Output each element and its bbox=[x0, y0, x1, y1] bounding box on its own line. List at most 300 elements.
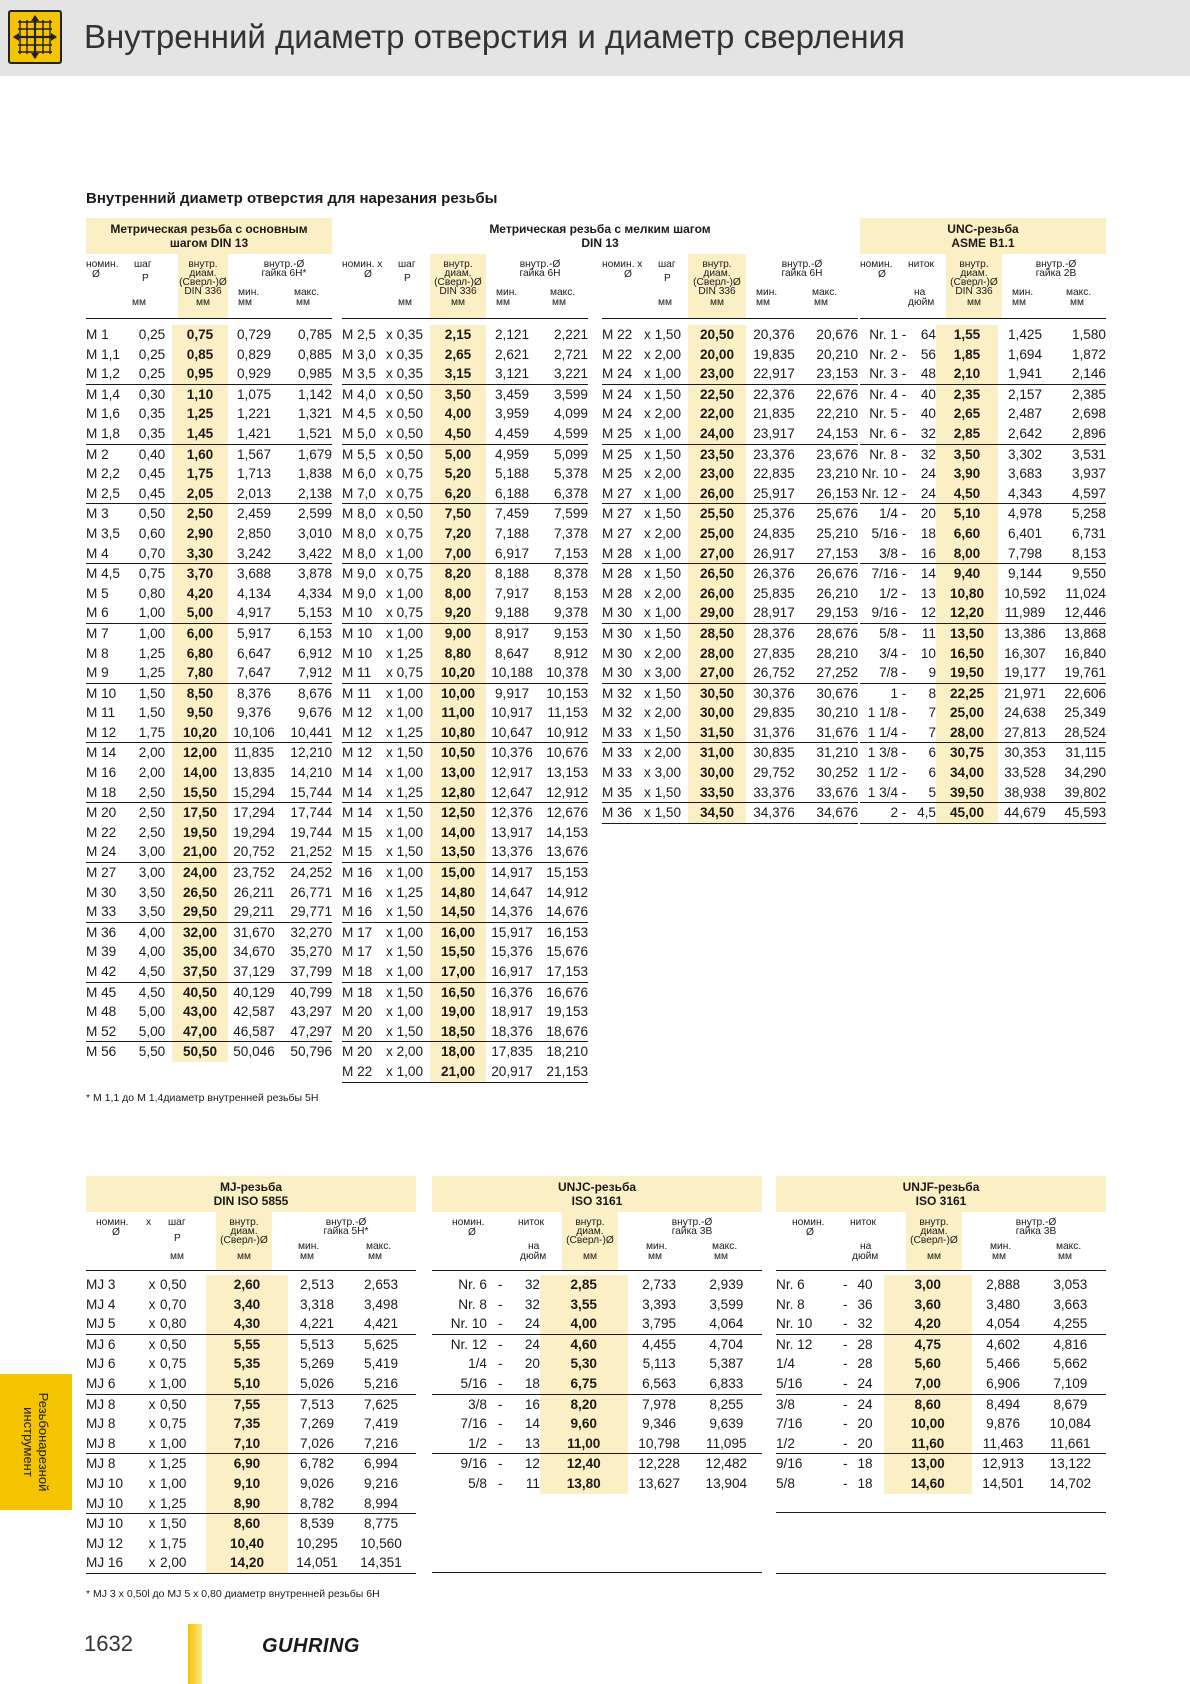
table-cell: M 22 bbox=[602, 327, 633, 342]
table-cell: M 48 bbox=[86, 1004, 117, 1020]
table-cell: 1,60 bbox=[172, 444, 228, 464]
table-cell: 32 bbox=[910, 444, 936, 464]
table-row bbox=[602, 683, 858, 703]
table-cell: 22,835 bbox=[753, 466, 795, 482]
fine-thread-table-b bbox=[602, 254, 858, 824]
hdr-drill: (Сверл-)Ø bbox=[220, 1235, 268, 1246]
table-cell: 1/2 bbox=[776, 1435, 795, 1451]
table-cell: 11,463 bbox=[982, 1435, 1024, 1451]
table-cell: 12,80 bbox=[430, 783, 486, 803]
table-row bbox=[342, 484, 588, 504]
table-cell: M 1,6 bbox=[86, 406, 120, 422]
table-cell: x 0,35 bbox=[386, 366, 424, 382]
table-cell: M 12 bbox=[342, 705, 373, 721]
table-cell: 0,95 bbox=[172, 364, 228, 384]
unjf-rows bbox=[776, 1275, 1106, 1494]
table-cell: x bbox=[144, 1514, 160, 1534]
table-row bbox=[342, 345, 588, 365]
table-cell: 7,917 bbox=[494, 585, 530, 601]
table-cell: 6,833 bbox=[709, 1375, 744, 1391]
table-cell: MJ 5 bbox=[86, 1316, 116, 1332]
table-cell: 7,35 bbox=[206, 1414, 288, 1434]
hdr-tpi-sub1: на bbox=[860, 1241, 872, 1252]
table-cell: x 1,50 bbox=[644, 384, 688, 404]
table-cell: 3,937 bbox=[1071, 466, 1106, 482]
table-cell: x 1,00 bbox=[644, 366, 682, 382]
table-cell: 14,376 bbox=[491, 904, 533, 920]
table-cell: 12,20 bbox=[936, 603, 998, 623]
table-row bbox=[342, 663, 588, 683]
table-cell: 19,744 bbox=[290, 824, 332, 840]
table-cell: 4,50 bbox=[430, 424, 486, 444]
hdr-tpi: ниток bbox=[850, 1217, 876, 1228]
table-row bbox=[860, 544, 1106, 564]
table-cell: M 24 bbox=[602, 366, 633, 382]
table-cell: 23,00 bbox=[688, 364, 746, 384]
table-cell: M 28 bbox=[602, 564, 644, 584]
table-cell: x 1,00 bbox=[386, 824, 424, 840]
table-cell: 0,75 bbox=[160, 1416, 187, 1432]
table-cell: - bbox=[497, 1296, 503, 1312]
table-cell: 0,40 bbox=[132, 444, 172, 464]
table-row bbox=[860, 603, 1106, 623]
table-cell: 10,00 bbox=[884, 1414, 972, 1434]
table-cell: 27,153 bbox=[816, 545, 858, 561]
table-cell: 0,785 bbox=[297, 327, 332, 342]
table-cell: 1 bbox=[860, 683, 898, 703]
table-cell: 16,840 bbox=[1064, 645, 1106, 661]
hdr-vd1: внутр. bbox=[443, 259, 473, 270]
footnote-2: * MJ 3 x 0,50l до MJ 5 x 0,80 диаметр внутренней резьбы 6H bbox=[86, 1588, 380, 1600]
table-cell: 30,835 bbox=[746, 743, 802, 763]
table-row bbox=[342, 1022, 588, 1042]
table-cell: 8,80 bbox=[430, 644, 486, 664]
table-cell: 14,00 bbox=[430, 823, 486, 843]
table-row bbox=[86, 1295, 416, 1315]
table-cell: M 11 bbox=[342, 683, 386, 703]
table-cell: M 39 bbox=[86, 944, 117, 960]
table-cell: - bbox=[901, 645, 907, 661]
table-cell: 2,157 bbox=[998, 384, 1052, 404]
table-cell: M 16 bbox=[342, 863, 386, 883]
table-cell: x bbox=[148, 1356, 156, 1372]
table-cell: 1,872 bbox=[1071, 346, 1106, 362]
table-cell: 37,50 bbox=[172, 962, 228, 982]
table-cell: 1,50 bbox=[160, 1514, 206, 1534]
thread-cross-logo-icon bbox=[8, 10, 62, 64]
table-cell: 27,00 bbox=[688, 663, 746, 683]
table-cell: 29,211 bbox=[233, 904, 275, 920]
table-cell: 2,65 bbox=[936, 404, 998, 424]
table-cell: 4,134 bbox=[236, 585, 272, 601]
table-row bbox=[860, 663, 1106, 683]
table-cell: 5,917 bbox=[228, 623, 280, 643]
table-cell: - bbox=[487, 1454, 513, 1474]
table-row bbox=[860, 703, 1106, 723]
table-cell: 5/8 bbox=[860, 623, 898, 643]
table-cell: 17,744 bbox=[280, 803, 332, 823]
table-cell: 8,90 bbox=[206, 1494, 288, 1514]
table-cell: 8,60 bbox=[884, 1394, 972, 1414]
table-cell: 14,153 bbox=[546, 824, 588, 840]
table-cell: 10,084 bbox=[1049, 1416, 1092, 1432]
hdr-tpi-sub1: на bbox=[528, 1241, 540, 1252]
table-cell: Nr. 1 bbox=[869, 327, 898, 342]
table-cell: 17,153 bbox=[546, 964, 588, 979]
table-cell: MJ 8 bbox=[86, 1394, 144, 1414]
table-row bbox=[342, 942, 588, 962]
table-row bbox=[86, 364, 332, 384]
page-number: 1632 bbox=[84, 1631, 133, 1656]
hdr-min: мин. bbox=[496, 287, 518, 298]
hdr-tpi-sub2: дюйм bbox=[852, 1251, 879, 1262]
table-cell: 5,662 bbox=[1053, 1356, 1088, 1372]
table-cell: 33,50 bbox=[688, 783, 746, 803]
table-cell: 12,446 bbox=[1064, 605, 1106, 621]
table-cell: M 2,5 bbox=[342, 327, 376, 342]
table-cell: x 1,50 bbox=[644, 623, 688, 643]
table-cell: M 24 bbox=[602, 384, 644, 404]
table-cell: 8,20 bbox=[540, 1394, 628, 1414]
hdr-drill: (Сверл-)Ø bbox=[693, 277, 741, 288]
table-cell: 5,216 bbox=[363, 1375, 399, 1391]
table-cell: 26,917 bbox=[753, 545, 795, 561]
table-cell: Nr. 8 bbox=[776, 1296, 805, 1312]
table-cell: 18 bbox=[857, 1454, 883, 1474]
table-cell: 19,50 bbox=[936, 663, 998, 683]
table-cell: 16,50 bbox=[430, 982, 486, 1002]
table-row bbox=[602, 544, 858, 564]
table-cell: 14,80 bbox=[430, 883, 486, 903]
table-cell: x 1,50 bbox=[386, 1023, 424, 1039]
hdr-max: макс. bbox=[1056, 1241, 1082, 1252]
table-cell: x 1,25 bbox=[386, 784, 424, 800]
table-cell: 14,912 bbox=[546, 884, 588, 900]
table-cell: 22,606 bbox=[1052, 683, 1106, 703]
table-cell: M 32 bbox=[602, 705, 633, 721]
hdr-mm: мм bbox=[296, 297, 311, 308]
table-cell: x bbox=[148, 1435, 156, 1451]
table-cell: 39,802 bbox=[1064, 784, 1106, 800]
table-row bbox=[860, 623, 1106, 643]
table-cell: 2,90 bbox=[172, 524, 228, 544]
table-cell: M 6,0 bbox=[342, 466, 376, 482]
table-row bbox=[342, 623, 588, 643]
table-cell: 5,00 bbox=[172, 603, 228, 623]
table-cell: 24,153 bbox=[816, 425, 858, 441]
table-row bbox=[860, 484, 1106, 504]
hdr-drill: (Сверл-)Ø bbox=[566, 1235, 614, 1246]
table-cell: 5,026 bbox=[299, 1375, 335, 1391]
table-row bbox=[86, 404, 332, 424]
table-cell: 3,498 bbox=[363, 1296, 399, 1312]
table-cell: Nr. 6 bbox=[458, 1277, 487, 1292]
table-cell: - bbox=[898, 564, 910, 584]
table-row bbox=[860, 524, 1106, 544]
table-cell: 29,153 bbox=[816, 605, 858, 621]
table-cell: 13,386 bbox=[998, 623, 1052, 643]
table-row bbox=[86, 1494, 416, 1514]
hdr-dia: Ø bbox=[624, 269, 632, 280]
table-cell: 10,00 bbox=[430, 683, 486, 703]
table-row bbox=[86, 384, 332, 404]
table-cell: 28,00 bbox=[688, 644, 746, 664]
table-cell: 16,307 bbox=[1004, 645, 1046, 661]
table-row bbox=[86, 444, 332, 464]
hdr-drill: (Сверл-)Ø bbox=[950, 277, 998, 288]
table-cell: 7,80 bbox=[172, 663, 228, 683]
hdr-mm: мм bbox=[709, 297, 724, 308]
table-cell: x bbox=[148, 1495, 156, 1511]
table-cell: 6,994 bbox=[346, 1454, 416, 1474]
table-cell: 4,5 bbox=[910, 803, 936, 824]
side-tab[interactable] bbox=[0, 1374, 72, 1510]
table-cell: Nr. 12 bbox=[432, 1334, 487, 1354]
table-cell: 9,026 bbox=[299, 1475, 335, 1491]
table-cell: M 6 bbox=[86, 605, 109, 621]
hdr-nut: гайка 3B bbox=[1015, 1226, 1057, 1237]
table-cell: 28 bbox=[857, 1356, 873, 1372]
table-cell: M 24 bbox=[602, 406, 633, 422]
table-cell: 37,129 bbox=[233, 964, 275, 979]
table-row bbox=[602, 524, 858, 544]
table-cell: M 35 bbox=[602, 784, 633, 800]
table-row bbox=[86, 644, 332, 664]
table-cell: 20,210 bbox=[816, 346, 858, 362]
table-cell: M 14 bbox=[342, 765, 373, 781]
table-cell: 35,00 bbox=[172, 942, 228, 962]
table-cell: 8,775 bbox=[346, 1514, 416, 1534]
hdr-nut: гайка 2B bbox=[1035, 268, 1077, 279]
table-cell: 1,567 bbox=[228, 444, 280, 464]
table-cell: 25,00 bbox=[936, 703, 998, 723]
table-row bbox=[86, 1334, 416, 1354]
table-cell: 0,45 bbox=[138, 466, 166, 482]
table-cell: Nr. 6 bbox=[776, 1277, 805, 1292]
table-cell: x 1,50 bbox=[644, 724, 682, 740]
table-cell: 13,00 bbox=[884, 1454, 972, 1474]
table-row bbox=[602, 723, 858, 743]
table-cell: 4,459 bbox=[494, 425, 530, 441]
table-cell: 13 bbox=[920, 585, 936, 601]
table-row bbox=[342, 644, 588, 664]
table-cell: 2,50 bbox=[138, 824, 166, 840]
table-row bbox=[860, 683, 1106, 703]
table-cell: 3,70 bbox=[172, 564, 228, 584]
table-cell: 12,912 bbox=[546, 784, 588, 800]
table-cell: M 17 bbox=[342, 922, 386, 942]
table-row bbox=[86, 1275, 416, 1295]
mj-thread-table bbox=[86, 1176, 416, 1574]
table-row bbox=[602, 783, 858, 803]
table-cell: x 1,00 bbox=[644, 485, 682, 501]
table-row bbox=[86, 1354, 416, 1374]
table-row bbox=[342, 1002, 588, 1022]
table-cell: M 18 bbox=[86, 784, 117, 800]
hdr-mm: мм bbox=[238, 297, 253, 308]
table-cell: 2,013 bbox=[236, 485, 272, 501]
table-cell: 40,129 bbox=[228, 982, 280, 1002]
table-cell: 20,676 bbox=[816, 327, 858, 342]
table-row bbox=[860, 504, 1106, 524]
table-cell: 3,00 bbox=[132, 863, 172, 883]
table-cell: - bbox=[842, 1375, 848, 1391]
hdr-vd2: диам. bbox=[576, 1226, 604, 1237]
mj-column-header bbox=[86, 1212, 416, 1271]
table-cell: M 15 bbox=[342, 844, 373, 860]
table-cell: M 8,0 bbox=[342, 545, 376, 561]
table-cell: 28,50 bbox=[688, 623, 746, 643]
table-cell: M 22 bbox=[602, 346, 633, 362]
table-cell: 9,876 bbox=[986, 1416, 1021, 1432]
table-cell: 2,50 bbox=[138, 784, 166, 800]
table-row bbox=[342, 464, 588, 484]
table-cell: 9/16 bbox=[871, 605, 898, 621]
table-cell: MJ 10 bbox=[86, 1495, 124, 1511]
table-cell: x bbox=[144, 1334, 160, 1354]
table-cell: 10,40 bbox=[206, 1534, 288, 1554]
table-cell: 13,50 bbox=[936, 623, 998, 643]
table-cell: 13,376 bbox=[491, 844, 533, 860]
table-cell: 3,90 bbox=[936, 464, 998, 484]
table-row bbox=[432, 1414, 762, 1434]
table-cell: M 14 bbox=[86, 743, 132, 763]
hdr-drill: (Сверл-)Ø bbox=[910, 1235, 958, 1246]
table-cell: 10,560 bbox=[360, 1535, 402, 1551]
table-cell: M 45 bbox=[86, 982, 132, 1002]
caption-line-2: ISO 3161 bbox=[915, 1194, 967, 1208]
table-cell: 10,647 bbox=[491, 724, 533, 740]
table-cell: - bbox=[901, 765, 907, 781]
table-row bbox=[342, 842, 588, 862]
table-cell: 7,459 bbox=[486, 504, 538, 524]
table-cell: x 1,00 bbox=[644, 605, 682, 621]
table-cell: 10,20 bbox=[430, 663, 486, 683]
table-cell: 8,60 bbox=[206, 1514, 288, 1534]
table-cell: 20,00 bbox=[688, 345, 746, 365]
table-cell: x bbox=[148, 1555, 156, 1571]
table-cell: 10,188 bbox=[491, 665, 533, 681]
table-cell: 0,30 bbox=[132, 384, 172, 404]
table-cell: 8,647 bbox=[494, 645, 530, 661]
table-cell: M 2 bbox=[86, 444, 132, 464]
table-cell: 15,676 bbox=[546, 944, 588, 960]
table-row bbox=[432, 1354, 762, 1374]
table-cell: 25,00 bbox=[688, 524, 746, 544]
table-row bbox=[86, 902, 332, 922]
table-cell: x 0,50 bbox=[386, 406, 424, 422]
table-cell: M 20 bbox=[342, 1023, 373, 1039]
table-cell: 18 bbox=[857, 1475, 873, 1491]
table-cell: 33,528 bbox=[1004, 765, 1046, 781]
table-row bbox=[860, 325, 1106, 345]
table-cell: x 1,00 bbox=[386, 1004, 424, 1020]
table-cell: 5,00 bbox=[138, 1023, 166, 1039]
table-cell: 29,752 bbox=[753, 765, 795, 781]
table-cell: 26,211 bbox=[233, 884, 275, 900]
table-row bbox=[342, 1042, 588, 1062]
table-row bbox=[776, 1354, 1106, 1374]
table-row bbox=[776, 1414, 1106, 1434]
table-cell: 14,210 bbox=[290, 765, 332, 781]
table-cell: 1,941 bbox=[1007, 366, 1043, 382]
table-cell: M 1,1 bbox=[86, 346, 120, 362]
table-cell: M 56 bbox=[86, 1042, 132, 1062]
table-cell: 2,896 bbox=[1071, 425, 1106, 441]
table-cell: 64 bbox=[920, 327, 936, 342]
table-cell: 5,188 bbox=[494, 466, 530, 482]
table-cell: 23,676 bbox=[802, 444, 858, 464]
table-cell: 1,00 bbox=[160, 1475, 187, 1491]
table-cell: 14,00 bbox=[172, 763, 228, 783]
unjc-thread-table bbox=[432, 1176, 762, 1573]
table-row bbox=[86, 823, 332, 843]
table-row bbox=[776, 1334, 1106, 1354]
table-cell: 5,50 bbox=[132, 1042, 172, 1062]
table-cell: 3/8 bbox=[879, 545, 898, 561]
table-cell: - bbox=[497, 1375, 503, 1391]
table-cell: 3,00 bbox=[884, 1275, 972, 1295]
table-cell: 5,269 bbox=[299, 1356, 335, 1372]
table-row bbox=[342, 683, 588, 703]
table-cell: 16,00 bbox=[430, 922, 486, 942]
caption-line-2: DIN ISO 5855 bbox=[213, 1194, 289, 1208]
side-tab-line-2: инструмент bbox=[21, 1407, 36, 1477]
table-cell: 32 bbox=[920, 425, 936, 441]
hdr-min: мин. bbox=[756, 287, 778, 298]
table-cell: 0,35 bbox=[138, 425, 166, 441]
table-row bbox=[86, 424, 332, 444]
table-cell: M 9 bbox=[86, 665, 109, 681]
hdr-drill: (Сверл-)Ø bbox=[179, 277, 227, 288]
table-cell: 2,459 bbox=[228, 504, 280, 524]
table-row bbox=[860, 384, 1106, 404]
hdr-vd1: внутр. bbox=[919, 1217, 949, 1228]
table-cell: 19,294 bbox=[233, 824, 275, 840]
table-row bbox=[342, 982, 588, 1002]
mj-caption bbox=[86, 1176, 416, 1212]
table-cell: 2,888 bbox=[986, 1277, 1021, 1292]
table-cell: 1,838 bbox=[297, 466, 332, 482]
table-row bbox=[776, 1275, 1106, 1295]
table-cell: 32,270 bbox=[280, 922, 332, 942]
table-row bbox=[86, 1534, 416, 1554]
table-cell: 31,115 bbox=[1052, 743, 1106, 763]
table-cell: 3,531 bbox=[1052, 444, 1106, 464]
table-row bbox=[432, 1275, 762, 1295]
table-cell: M 30 bbox=[602, 665, 633, 681]
table-cell: 20 bbox=[910, 504, 936, 524]
table-cell: 5,153 bbox=[297, 605, 332, 621]
table-cell: 0,75 bbox=[160, 1356, 187, 1372]
table-cell: 26,50 bbox=[688, 564, 746, 584]
table-cell: 2,146 bbox=[1071, 366, 1106, 382]
hdr-vd2: диам. bbox=[703, 268, 731, 279]
table-cell: 3,878 bbox=[280, 564, 332, 584]
table-cell: 10,917 bbox=[491, 705, 533, 721]
table-cell: M 28 bbox=[602, 585, 633, 601]
table-row bbox=[86, 345, 332, 365]
table-cell: 26,752 bbox=[753, 665, 795, 681]
table-cell: 3,683 bbox=[1007, 466, 1043, 482]
table-cell: 0,75 bbox=[172, 325, 228, 345]
table-cell: 29,835 bbox=[753, 705, 795, 721]
table-cell: 7/16 bbox=[860, 564, 898, 584]
unjc-caption bbox=[432, 1176, 762, 1212]
table-cell: 7,216 bbox=[363, 1435, 399, 1451]
table-cell: - bbox=[842, 1435, 848, 1451]
table-cell: 6,80 bbox=[172, 644, 228, 664]
